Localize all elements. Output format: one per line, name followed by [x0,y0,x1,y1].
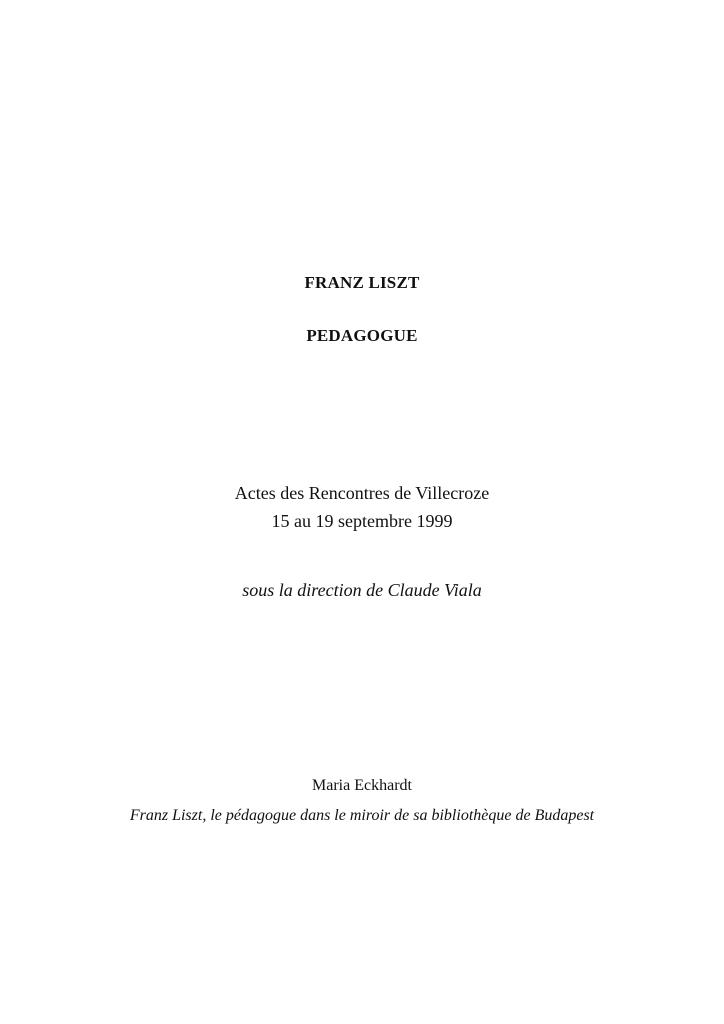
contribution-title: Franz Liszt, le pédagogue dans le miroir de sa bibliothèque de Budapest [129,807,595,824]
contribution-author: Maria Eckhardt [312,777,412,794]
editor-credit: sous la direction de Claude Viala [242,580,482,600]
title-line-2: PEDAGOGUE [306,326,418,345]
title-line-1: FRANZ LISZT [304,273,420,292]
proceedings-dates: 15 au 19 septembre 1999 [271,511,453,531]
proceedings-title: Actes des Rencontres de Villecroze [234,483,490,503]
